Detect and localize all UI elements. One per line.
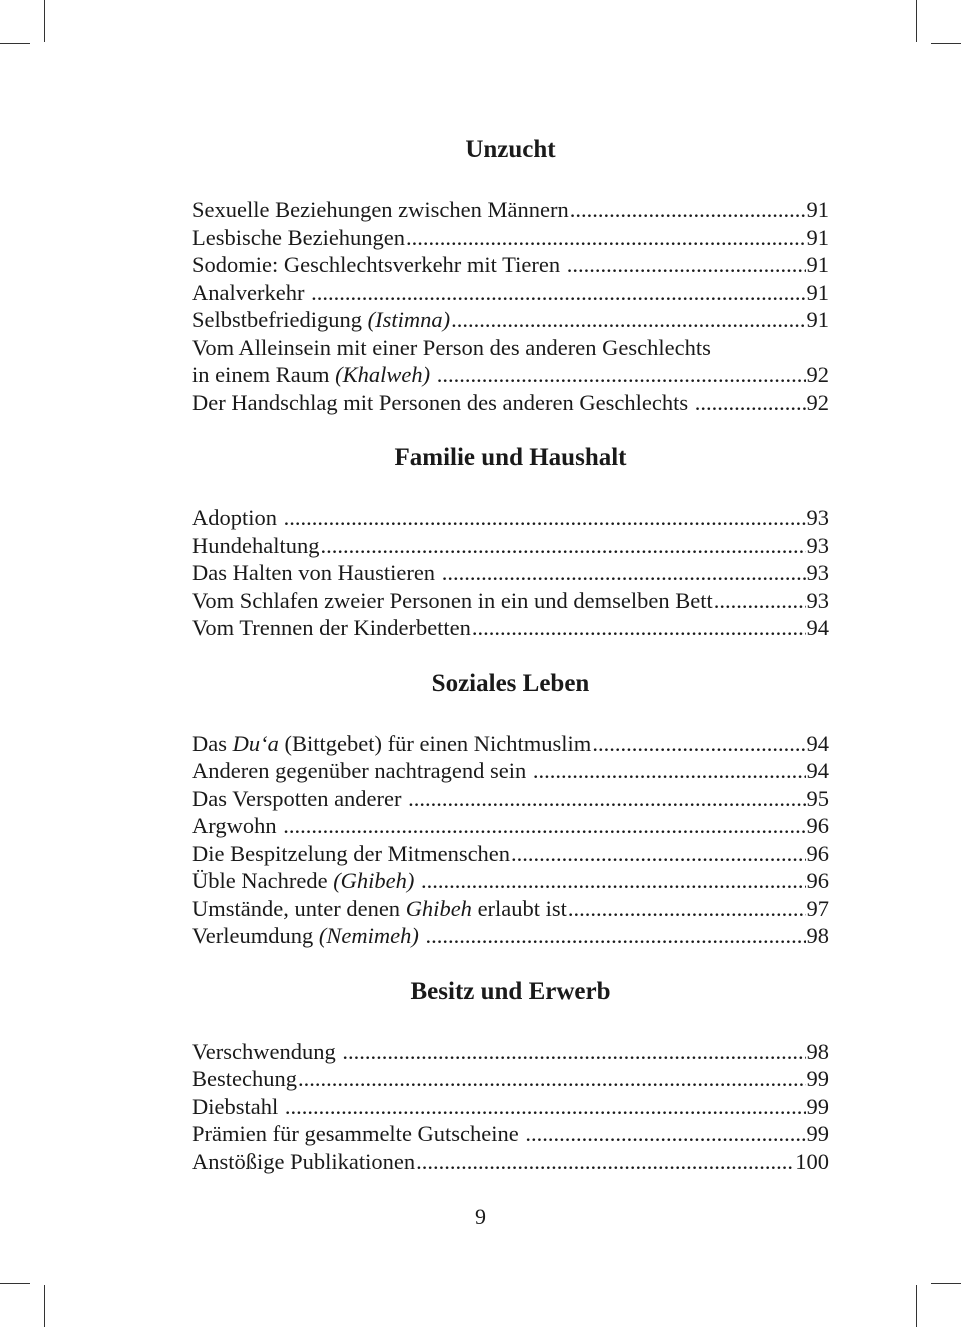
crop-mark — [931, 43, 961, 44]
toc-entry-page: 93 — [806, 532, 829, 558]
dot-leader — [421, 867, 805, 895]
toc-entry[interactable] — [192, 559, 829, 587]
toc-entry-page: 91 — [806, 279, 829, 305]
toc-entry-title — [192, 1065, 297, 1093]
toc-entry-page: 91 — [806, 224, 829, 250]
toc-entry-text: erlaubt ist — [471, 895, 567, 921]
toc-entry-title — [192, 812, 282, 840]
toc-entry-text: Sodomie: Geschlechtsverkehr mit Tieren — [192, 252, 566, 277]
dot-leader — [408, 785, 805, 813]
toc-entry[interactable] — [192, 1065, 829, 1093]
section-title: Unzucht — [465, 136, 556, 163]
toc-entry-title — [192, 867, 420, 895]
toc-entry[interactable] — [192, 840, 829, 868]
dot-leader — [570, 196, 806, 224]
toc-entry-title — [192, 196, 569, 224]
dot-leader — [283, 812, 805, 840]
dot-leader — [416, 1148, 794, 1176]
toc-entry-text: Umstände, unter denen — [192, 895, 406, 921]
toc-entry[interactable] — [192, 895, 829, 923]
dot-leader — [472, 614, 806, 642]
section-title: Familie und Haushalt — [394, 444, 627, 471]
dot-leader — [311, 279, 805, 307]
toc-entry-title — [192, 361, 436, 389]
toc-entry-text: Verleumdung — [192, 923, 319, 948]
dot-leader — [525, 1120, 805, 1148]
toc-entry-title — [192, 389, 694, 417]
toc-entry[interactable] — [192, 196, 829, 224]
dot-leader — [437, 361, 806, 389]
toc-entry-page: 91 — [806, 307, 829, 332]
toc-entry-page: 92 — [806, 362, 829, 387]
toc-entry-text: Diebstahl — [192, 1093, 284, 1119]
toc-entry-text: Vom Schlafen zweier Personen in ein und demselben Bett — [192, 587, 713, 613]
toc-entry[interactable] — [192, 306, 829, 334]
crop-mark — [44, 1285, 45, 1327]
dot-leader — [298, 1065, 806, 1093]
toc-entry[interactable] — [192, 361, 829, 389]
toc-entry-text: Analverkehr — [192, 279, 311, 305]
toc-entry[interactable] — [192, 1120, 829, 1148]
dot-leader — [567, 251, 806, 279]
toc-entry-text: Anstößige Publikationen — [192, 1148, 416, 1174]
toc-entry-text — [419, 923, 425, 948]
toc-entry[interactable] — [192, 532, 829, 560]
toc-entry-italic-text: (Istimna) — [367, 307, 451, 332]
toc-entry[interactable] — [192, 279, 829, 307]
toc-entry-page: 92 — [806, 389, 829, 415]
toc-entry-page: 96 — [806, 813, 829, 838]
dot-leader — [425, 922, 805, 950]
toc-entry-text: Argwohn — [192, 813, 283, 838]
toc-list — [192, 730, 829, 950]
toc-entry-text — [414, 868, 420, 893]
dot-leader — [451, 306, 805, 334]
crop-mark — [916, 1285, 917, 1327]
toc-entry[interactable] — [192, 587, 829, 615]
toc-entry-page: 98 — [806, 1038, 829, 1064]
toc-entry-text: Bestechung — [192, 1066, 297, 1091]
toc-entry-title — [192, 559, 441, 587]
toc-entry-page: 91 — [806, 197, 829, 222]
toc-entry[interactable] — [192, 224, 829, 252]
toc-entry[interactable] — [192, 1093, 829, 1121]
dot-leader — [511, 840, 805, 868]
dot-leader — [714, 587, 806, 615]
toc-entry-text: Das Halten von Haustieren — [192, 560, 441, 585]
toc-entry-title — [192, 614, 471, 642]
toc-entry-text — [430, 362, 436, 387]
toc-entry-italic-text: (Nemimeh) — [318, 923, 419, 948]
toc-entry-page: 93 — [806, 560, 829, 585]
toc-entry-title — [192, 587, 713, 615]
toc-entry-page: 99 — [806, 1121, 829, 1146]
toc-entry-text: Verschwendung — [192, 1038, 342, 1064]
toc-entry-page: 95 — [806, 785, 829, 811]
toc-entry-italic-text: Ghibeh — [405, 895, 472, 921]
toc-entry-page: 98 — [806, 923, 829, 948]
toc-entry[interactable] — [192, 614, 829, 642]
crop-mark — [0, 1283, 30, 1284]
dot-leader — [533, 757, 806, 785]
dot-leader — [695, 389, 806, 417]
toc-entry-title — [192, 279, 310, 307]
toc-entry-page: 99 — [806, 1093, 829, 1119]
dot-leader — [568, 895, 806, 923]
toc-entry-title — [192, 532, 319, 560]
toc-entry-page: 94 — [806, 615, 829, 640]
toc-entry[interactable] — [192, 504, 829, 532]
dot-leader — [285, 1093, 806, 1121]
toc-entry-text: Vom Trennen der Kinderbetten — [192, 615, 471, 640]
toc-entry-text: Anderen gegenüber nachtragend sein — [192, 758, 532, 783]
toc-entry-page: 93 — [806, 587, 829, 613]
dot-leader — [592, 730, 805, 758]
toc-entry-page: 97 — [806, 895, 829, 921]
toc-entry-text: Prämien für gesammelte Gutscheine — [192, 1121, 525, 1146]
toc-entry[interactable] — [192, 922, 829, 950]
toc-entry-text: Üble Nachrede — [192, 868, 334, 893]
toc-entry-title — [192, 504, 283, 532]
toc-entry-title — [192, 1120, 524, 1148]
crop-mark — [44, 0, 45, 42]
toc-entry-text: Lesbische Beziehungen — [192, 224, 406, 250]
toc-entry-title — [192, 895, 567, 923]
toc-entry-page: 99 — [806, 1066, 829, 1091]
toc-entry-title — [192, 757, 532, 785]
toc-entry-title — [192, 840, 510, 868]
toc-entry-title — [192, 224, 405, 252]
toc-entry-page: 100 — [795, 1148, 829, 1174]
toc-entry-page: 94 — [806, 758, 829, 783]
section-title: Besitz und Erwerb — [410, 977, 611, 1005]
toc-entry-italic-text: (Khalweh) — [335, 362, 431, 387]
toc-entry-text: Hundehaltung — [192, 532, 320, 558]
toc-entry-page: 96 — [806, 840, 829, 866]
table-of-contents — [192, 130, 829, 1175]
toc-entry[interactable] — [192, 867, 829, 895]
dot-leader — [284, 504, 806, 532]
toc-entry-italic-text: Du‘a — [232, 730, 279, 756]
toc-entry-page: 94 — [806, 730, 829, 756]
dot-leader — [442, 559, 806, 587]
toc-entry[interactable] — [192, 389, 829, 417]
toc-entry-text: Das — [192, 730, 233, 756]
crop-mark — [931, 1283, 961, 1284]
toc-entry-text: Selbstbefriedigung — [192, 307, 368, 332]
toc-entry-page: 96 — [806, 868, 829, 893]
toc-entry-text: Vom Alleinsein mit einer Person des anderen Geschlechts — [192, 334, 711, 360]
crop-mark — [0, 43, 30, 44]
page-number: 9 — [475, 1204, 486, 1229]
toc-entry-title — [192, 1038, 341, 1066]
toc-entry[interactable] — [192, 812, 829, 840]
toc-entry[interactable] — [192, 1038, 829, 1066]
dot-leader — [406, 224, 805, 252]
toc-entry-text: Adoption — [192, 505, 283, 530]
dot-leader — [342, 1038, 805, 1066]
dot-leader — [320, 532, 805, 560]
toc-entry-text: Das Verspotten anderer — [192, 785, 408, 811]
toc-entry-title — [192, 335, 711, 360]
toc-entry-text: Sexuelle Beziehungen zwischen Männern — [192, 197, 569, 222]
toc-entry-text: Die Bespitzelung der Mitmenschen — [192, 840, 511, 866]
toc-entry-title — [192, 251, 566, 279]
toc-entry[interactable] — [192, 251, 829, 279]
toc-entry[interactable] — [192, 757, 829, 785]
section-title: Soziales Leben — [431, 669, 590, 697]
toc-entry-title — [192, 730, 591, 758]
toc-entry-title — [192, 922, 424, 950]
toc-list — [192, 504, 829, 642]
toc-entry[interactable] — [192, 730, 829, 758]
toc-entry-text: in einem Raum — [192, 362, 336, 387]
toc-entry[interactable] — [192, 1148, 829, 1176]
toc-list — [192, 1038, 829, 1176]
toc-entry-text: (Bittgebet) für einen Nichtmuslim — [278, 730, 592, 756]
toc-entry-title — [192, 1148, 415, 1176]
toc-entry[interactable] — [192, 785, 829, 813]
crop-mark — [916, 0, 917, 42]
toc-entry-page: 93 — [806, 505, 829, 530]
toc-entry-title — [192, 785, 407, 813]
toc-entry-title — [192, 1093, 284, 1121]
toc-entry-italic-text: (Ghibeh) — [333, 868, 415, 893]
toc-entry-text: Der Handschlag mit Personen des anderen Geschlechts — [192, 389, 694, 415]
toc-entry-title — [192, 306, 450, 334]
toc-list — [192, 196, 829, 416]
toc-entry[interactable] — [192, 334, 829, 362]
toc-entry-page: 91 — [806, 252, 829, 277]
